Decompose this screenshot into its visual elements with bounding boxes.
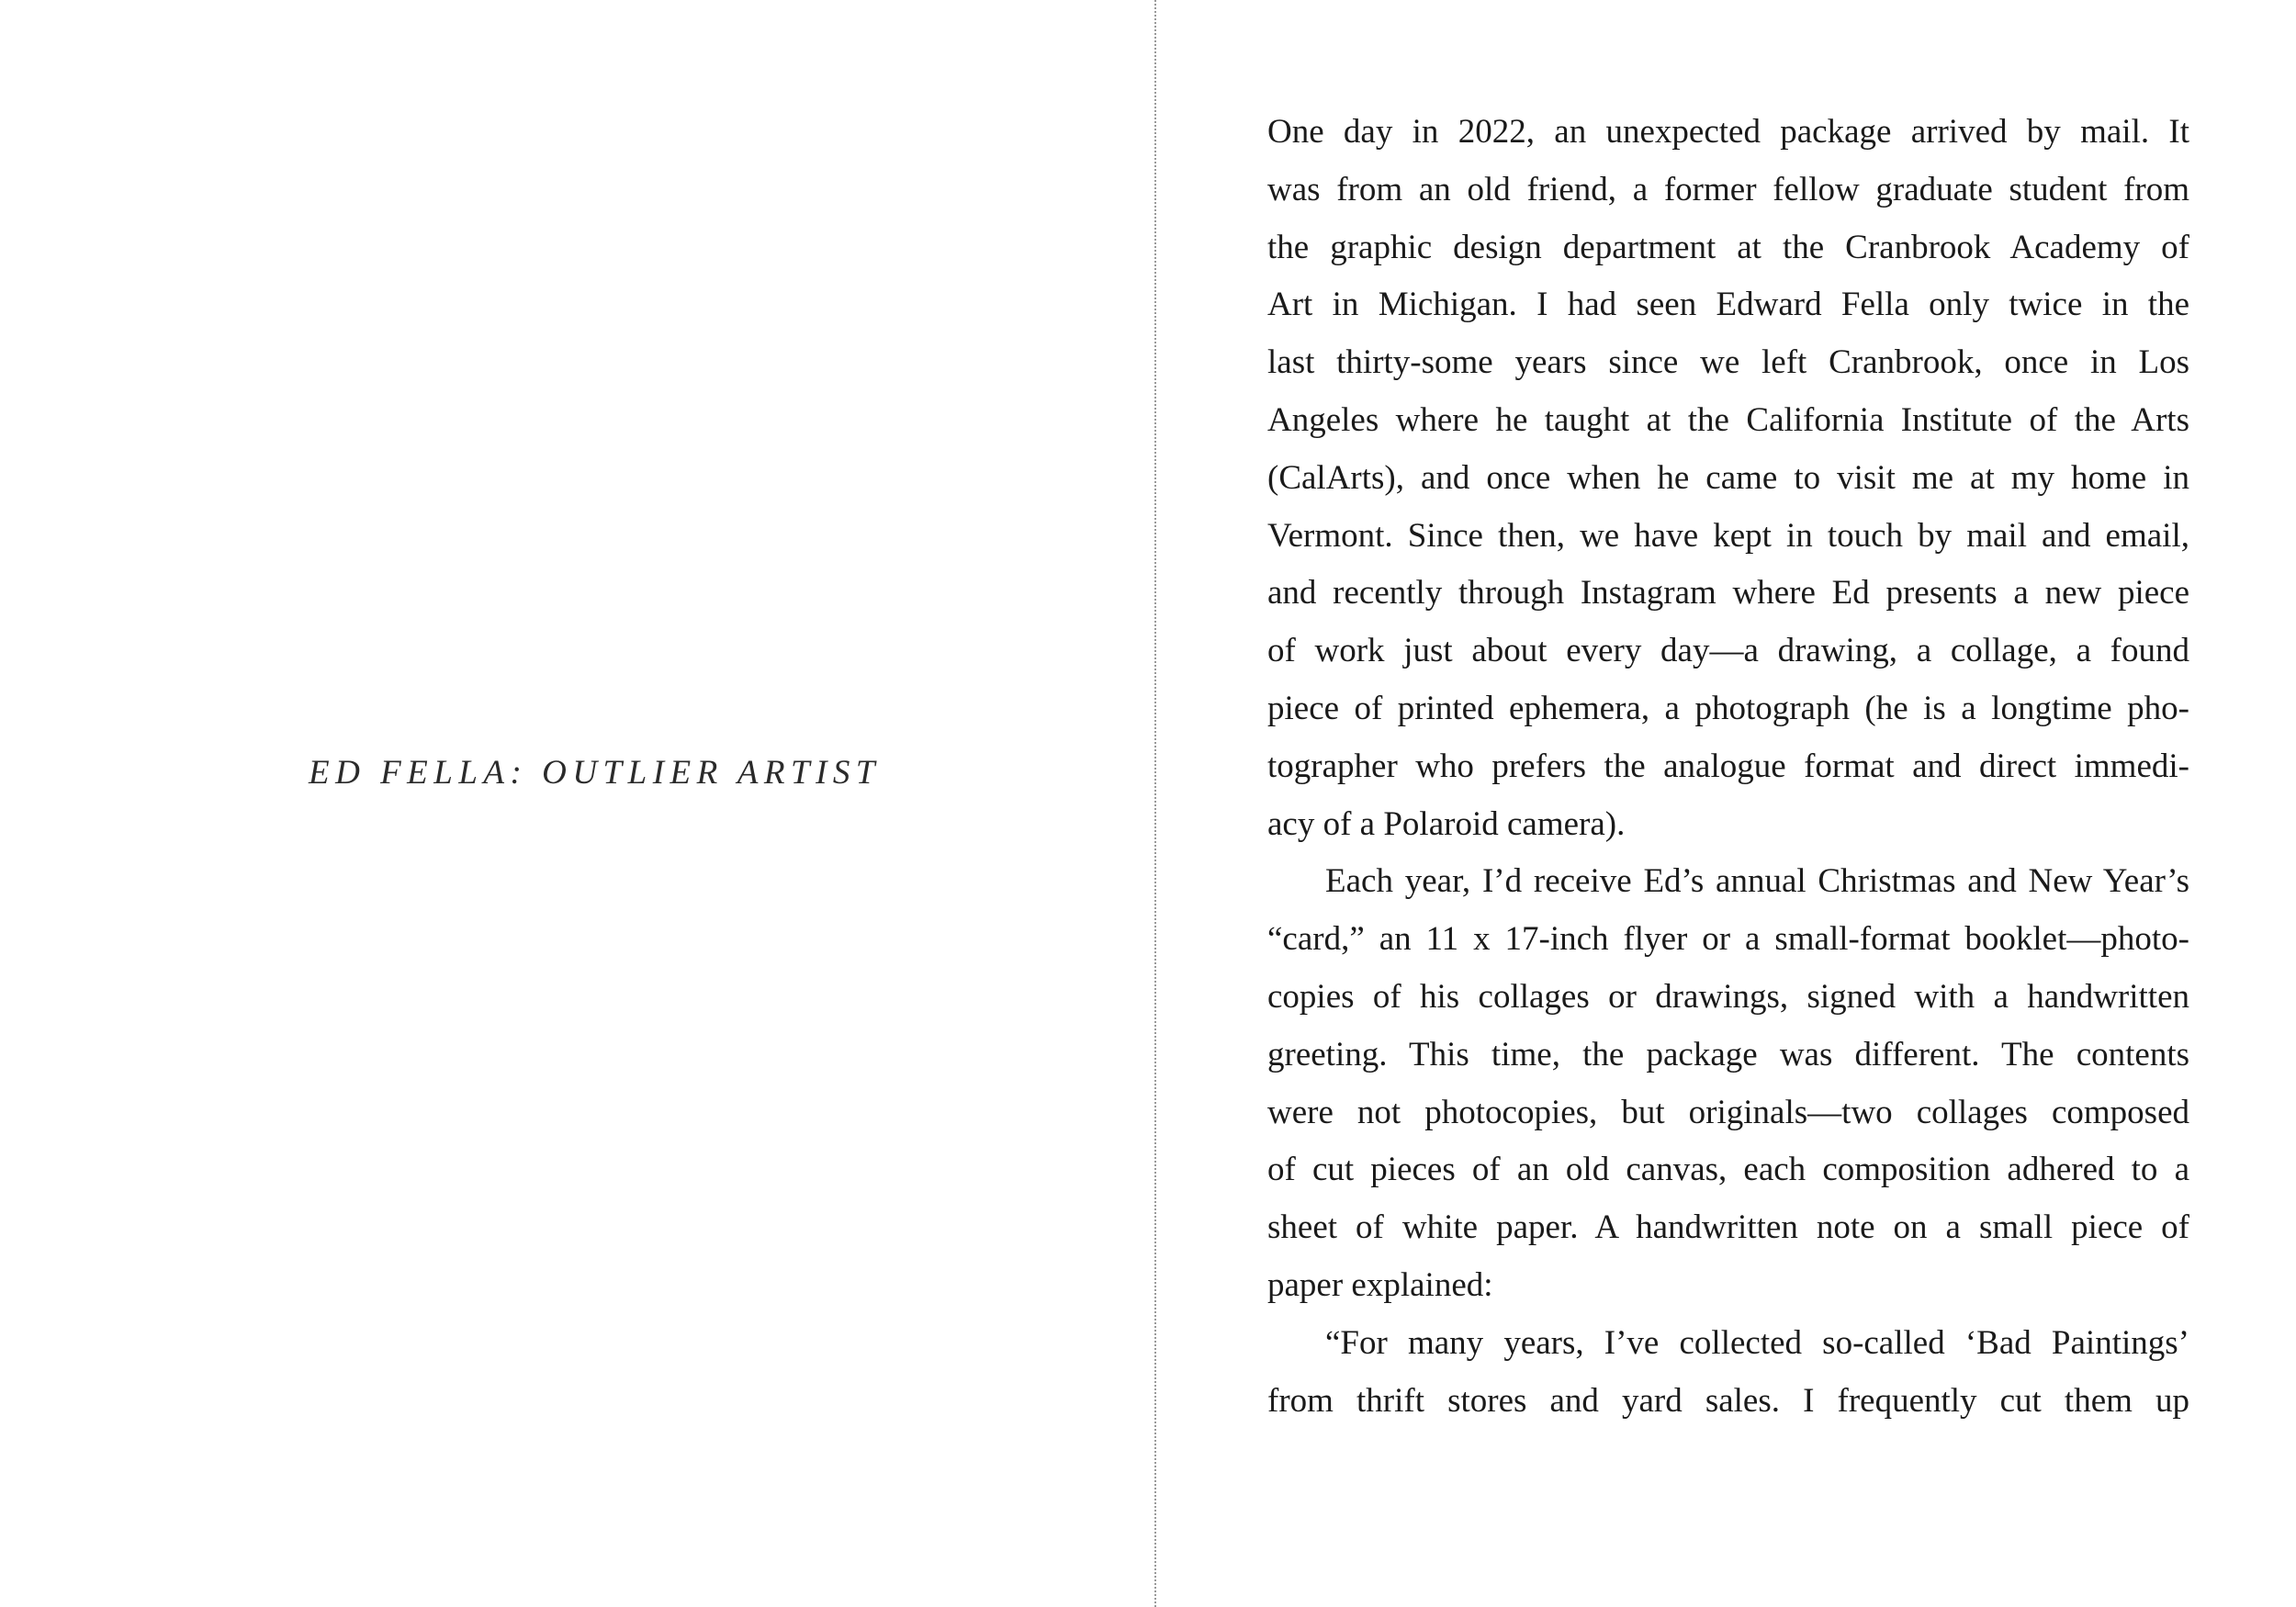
text-line: acy of a Polaroid camera). — [1267, 804, 1626, 843]
text-line: greeting. This time, the package was different. The contents — [1267, 1035, 2189, 1073]
text-line: Each year, I’d receive Ed’s annual Christmas and New Year’s — [1325, 862, 2189, 901]
text-line: Angeles where he taught at the California Institute of the Arts — [1267, 400, 2189, 439]
text-line: “card,” an 11 x 17-inch flyer or a small-format booklet—photo- — [1267, 920, 2189, 959]
text-line: sheet of white paper. A handwritten note on a small piece of — [1267, 1208, 2189, 1247]
body-text — [1267, 104, 2189, 1430]
text-line: from thrift stores and yard sales. I frequently cut them up — [1267, 1381, 2189, 1420]
paragraph — [1267, 1315, 2189, 1431]
text-line: Art in Michigan. I had seen Edward Fella only twice in the — [1267, 286, 2189, 324]
text-line: was from an old friend, a former fellow graduate student from — [1267, 170, 2189, 208]
running-title: ED FELLA: OUTLIER ARTIST — [309, 754, 881, 792]
text-line: copies of his collages or drawings, signed with a handwritten — [1267, 977, 2189, 1016]
text-line: (CalArts), and once when he came to visit me at my home in — [1267, 458, 2189, 497]
text-line: and recently through Instagram where Ed presents a new piece — [1267, 574, 2189, 612]
text-line: last thirty-some years since we left Cranbrook, once in Los — [1267, 343, 2189, 382]
text-line: “For many years, I’ve collected so-called ‘Bad Paintings’ — [1325, 1323, 2189, 1362]
text-line: tographer who prefers the analogue format and direct immedi- — [1267, 747, 2189, 785]
text-line: paper explained: — [1267, 1265, 1493, 1304]
paragraph — [1267, 104, 2189, 853]
text-line: were not photocopies, but originals—two collages composed — [1267, 1093, 2189, 1131]
paragraph — [1267, 853, 2189, 1314]
text-line: of work just about every day—a drawing, a collage, a found — [1267, 632, 2189, 670]
text-line: the graphic design department at the Cranbrook Academy of — [1267, 228, 2189, 266]
text-line: One day in 2022, an unexpected package arrived by mail. It — [1267, 113, 2189, 151]
text-line: piece of printed ephemera, a photograph (he is a longtime pho- — [1267, 689, 2189, 727]
right-page — [1156, 0, 2296, 1607]
text-line: of cut pieces of an old canvas, each composition adhered to a — [1267, 1151, 2189, 1189]
text-line: Vermont. Since then, we have kept in touch by mail and email, — [1267, 516, 2189, 555]
